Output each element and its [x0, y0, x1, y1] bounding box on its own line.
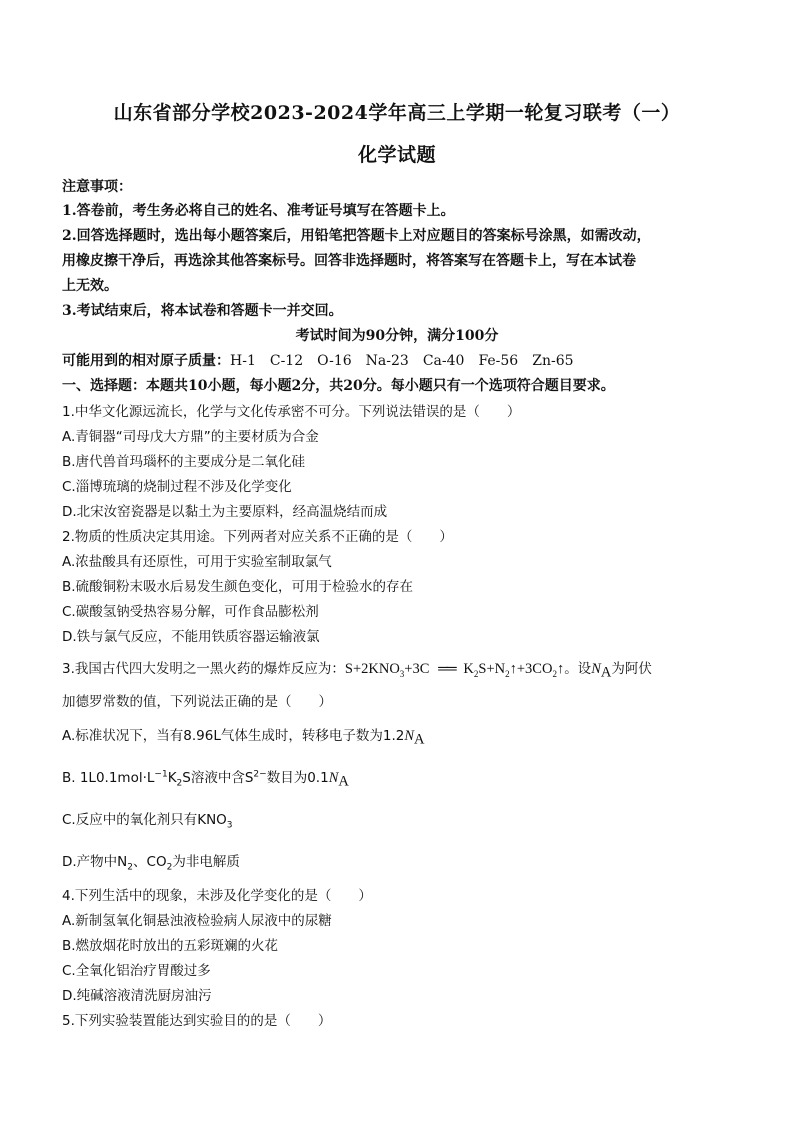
q3-option-b [62, 766, 742, 790]
atom-mass: H-1 [230, 353, 256, 369]
eq-product: K [463, 661, 474, 677]
q2-stem: 2.物质的性质决定其用途。下列两者对应关系不正确的是（ ） [62, 529, 453, 545]
eq-reactant: +3C [404, 661, 430, 677]
exam-time: 考试时间为90分钟，满分100分 [295, 328, 499, 344]
q3-stem-line-2: 加德罗常数的值，下列说法正确的是（ ） [62, 694, 332, 710]
q3-option-d-text: 、CO [133, 854, 167, 870]
q2-option-b: B.硫酸铜粉末吸水后易发生颜色变化，可用于检验水的存在 [62, 579, 414, 595]
q3-option-d-text: D.产物中N [62, 854, 128, 870]
atom-mass: O-16 [317, 353, 352, 369]
q2-option-c: C.碳酸氢钠受热容易分解，可作食品膨松剂 [62, 604, 319, 620]
atomic-masses [62, 350, 742, 370]
equals-sign: ══ [438, 661, 455, 677]
q3-option-b-text: S溶液中含S [182, 770, 254, 786]
notice-item-1: 1.答卷前，考生务必将自己的姓名、准考证号填写在答题卡上。 [62, 203, 455, 219]
q4-stem: 4.下列生活中的现象，未涉及化学变化的是（ ） [62, 888, 372, 904]
q1-stem: 1.中华文化源远流长，化学与文化传承密不可分。下列说法错误的是（ ） [62, 404, 521, 420]
avogadro-symbol: N [328, 770, 339, 786]
q2-option-a: A.浓盐酸具有还原性，可用于实验室制取氯气 [62, 554, 332, 570]
atomic-masses-label: 可能用到的相对原子质量： [62, 353, 230, 369]
q3-option-c [62, 808, 742, 831]
subscript: 2 [505, 668, 510, 679]
q3-equation [345, 661, 564, 677]
eq-product: ↑+3CO [509, 661, 553, 677]
notice-item-2-line-1: 2.回答选择题时，选出每小题答案后，用铅笔把答题卡上对应题目的答案标号涂黑，如需改动， [62, 228, 651, 244]
q1-option-c: C.淄博琉璃的烧制过程不涉及化学变化 [62, 479, 292, 495]
page-title: 山东省部分学校2023-2024学年高三上学期一轮复习联考（一） [113, 102, 681, 124]
subscript: A [600, 664, 612, 681]
atom-mass: Fe-56 [478, 353, 519, 369]
subscript: 3 [226, 820, 233, 831]
q4-option-c: C.全氧化铝治疗胃酸过多 [62, 963, 211, 979]
q3-option-a-text: A.标准状况下，当有8.96L气体生成时，转移电子数为1.2 [62, 728, 405, 744]
q4-option-d: D.纯碱溶液清洗厨房油污 [62, 988, 212, 1004]
q4-option-a: A.新制氢氧化铜悬浊液检验病人尿液中的尿糖 [62, 913, 332, 929]
avogadro-symbol: N [404, 728, 415, 744]
q1-option-b: B.唐代兽首玛瑙杯的主要成分是二氧化硅 [62, 454, 306, 470]
subscript: A [414, 731, 425, 748]
q3-option-d [62, 850, 742, 873]
subscript: 2 [473, 668, 479, 679]
eq-gas-arrow: ↑ [556, 661, 565, 677]
atom-mass: Na-23 [365, 353, 409, 369]
subscript: 2 [552, 668, 557, 679]
notice-heading: 注意事项： [62, 179, 132, 195]
atom-mass: C-12 [269, 353, 304, 369]
eq-product: S+N [478, 661, 506, 677]
q3-option-b-text: 数目为0.1 [266, 770, 329, 786]
avogadro-symbol: N [591, 661, 601, 677]
atomic-masses-list [230, 353, 588, 369]
superscript: −1 [154, 769, 168, 780]
subscript: 2 [166, 862, 173, 873]
subscript: 2 [127, 862, 134, 873]
q1-option-d: D.北宋汝窑瓷器是以黏土为主要原料，经高温烧结而成 [62, 504, 388, 520]
notice-item-3: 3.考试结束后，将本试卷和答题卡一并交回。 [62, 303, 343, 319]
atom-mass: Ca-40 [422, 353, 465, 369]
q1-option-a: A.青铜器“司母戊大方鼎”的主要材质为合金 [62, 429, 319, 445]
q2-option-d: D.铁与氯气反应，不能用铁质容器运输液氯 [62, 629, 320, 645]
q3-stem-line-1 [62, 657, 742, 681]
eq-reactant: S+2KNO [344, 661, 400, 677]
subscript: A [338, 773, 349, 790]
q3-option-b-text: B. 1L0.1mol·L [62, 770, 155, 786]
subscript: 2 [176, 778, 183, 789]
subscript: 3 [399, 668, 405, 679]
atom-mass: Zn-65 [532, 353, 574, 369]
q3-stem-prefix: 3.我国古代四大发明之一黑火药的爆炸反应为： [62, 661, 345, 677]
q3-option-a [62, 724, 742, 748]
section-1-heading: 一、选择题：本题共10小题，每小题2分，共20分。每小题只有一个选项符合题目要求。 [62, 378, 615, 394]
superscript: 2− [253, 769, 267, 780]
q5-stem: 5.下列实验装置能达到实验目的的是（ ） [62, 1013, 332, 1029]
q3-suffix: 为阿伏 [611, 661, 652, 677]
notice-item-2-line-2: 用橡皮擦干净后，再选涂其他答案标号。回答非选择题时，将答案写在答题卡上，写在本试卷 [62, 253, 636, 269]
q4-option-b: B.燃放烟花时放出的五彩斑斓的火花 [62, 938, 279, 954]
notice-item-2-line-3: 上无效。 [62, 278, 118, 294]
q3-option-b-text: K [167, 770, 177, 786]
q3-option-d-text: 为非电解质 [172, 854, 240, 870]
q3-suffix: 。设 [564, 661, 592, 677]
page-subtitle: 化学试题 [357, 144, 436, 166]
q3-option-c-text: C.反应中的氧化剂只有KNO [62, 812, 227, 828]
